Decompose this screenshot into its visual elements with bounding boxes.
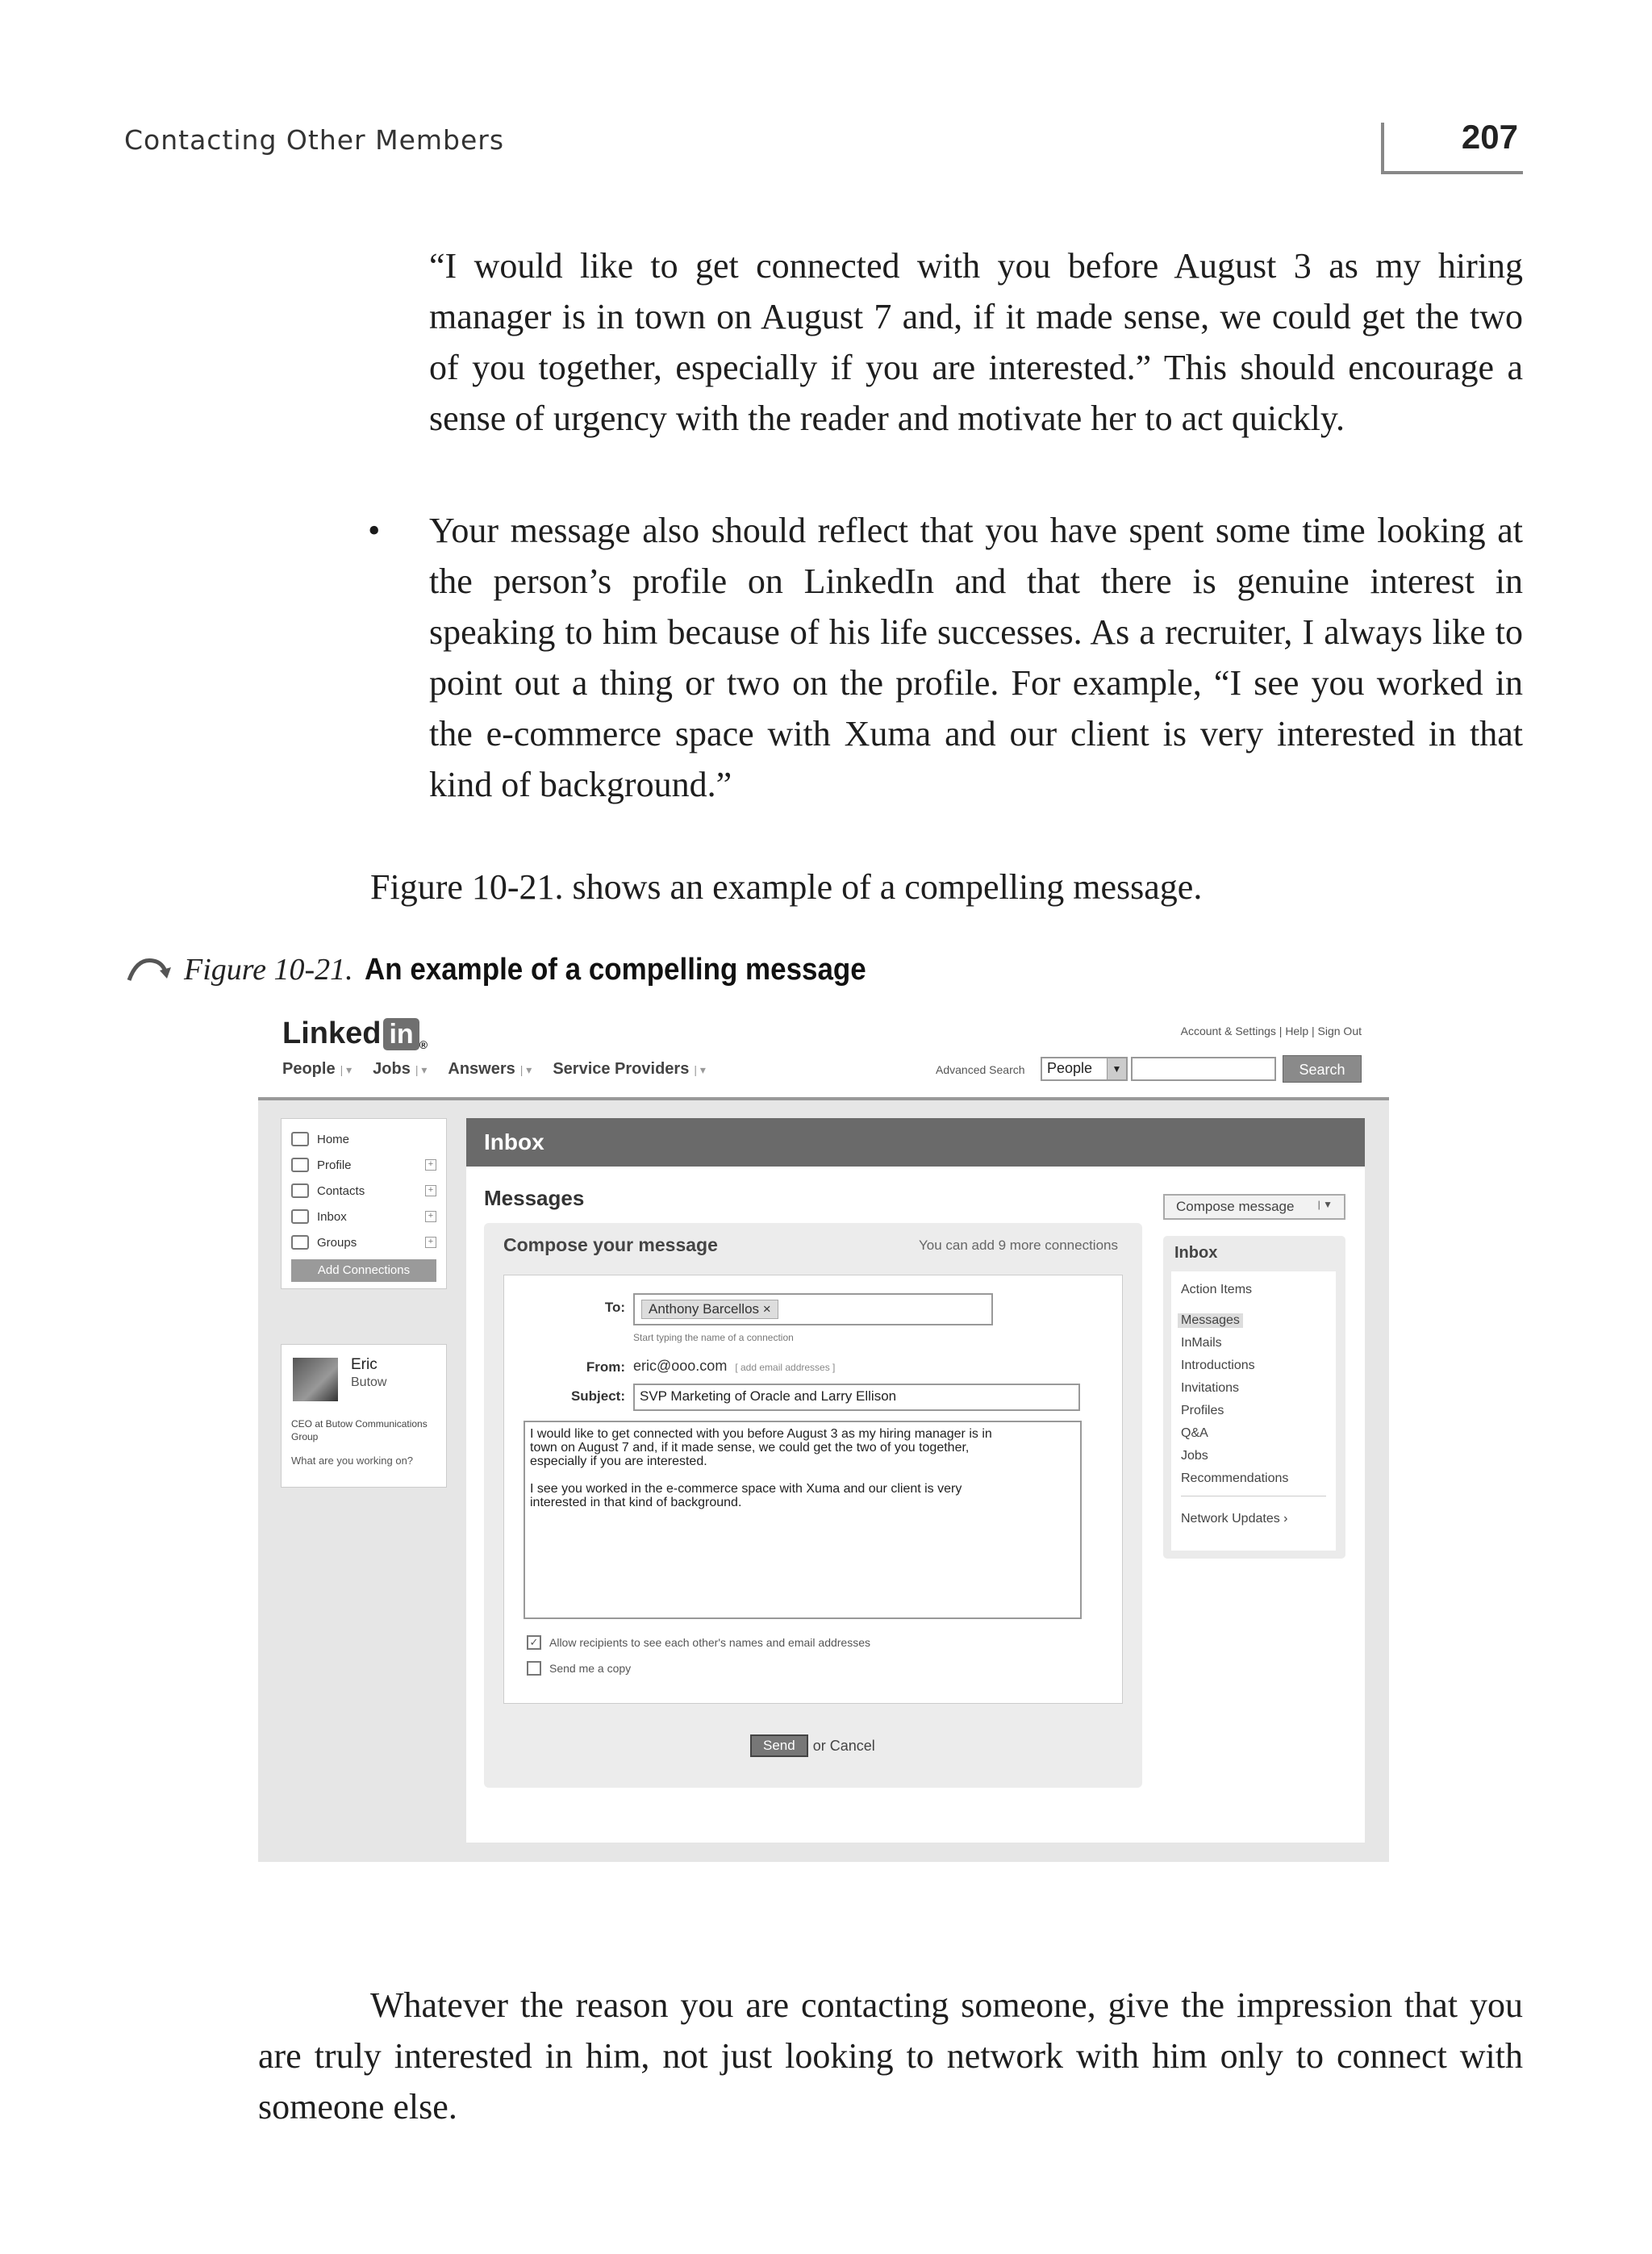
left-nav-inbox[interactable]: Inbox + (291, 1209, 347, 1224)
left-nav-home[interactable]: Home (291, 1132, 349, 1146)
folders-title: Inbox (1174, 1244, 1218, 1262)
paragraph-figure-ref: Figure 10-21. shows an example of a compelling message. (370, 867, 1203, 907)
figure-title: An example of a compelling message (364, 953, 866, 987)
advanced-search-link[interactable]: Advanced Search (936, 1063, 1025, 1076)
search-input[interactable] (1131, 1057, 1276, 1081)
send-row (750, 1734, 875, 1757)
nav-jobs[interactable]: Jobs | ▾ (373, 1060, 428, 1078)
expand-icon[interactable]: + (425, 1237, 436, 1248)
compose-title: Compose your message (503, 1234, 718, 1255)
to-field[interactable] (633, 1293, 993, 1325)
figure-caption (124, 952, 909, 987)
folder-qa[interactable]: Q&A (1181, 1426, 1208, 1440)
subject-field[interactable]: SVP Marketing of Oracle and Larry Ellison (633, 1384, 1080, 1411)
add-email-link[interactable]: [ add email addresses ] (735, 1362, 836, 1373)
profile-last-name[interactable]: Butow (351, 1375, 387, 1389)
message-body-field[interactable]: I would like to get connected with you before August 3 as my hiring manager is in town on August 7 and, if it made sense, we could get the two of you together, especially if you are interested. I see you worked in the e-commerce space with Xuma and our client is very interested in that kind of background. (524, 1421, 1082, 1619)
linkedin-screenshot (258, 1004, 1389, 1862)
paragraph-quote: “I would like to get connected with you before August 3 as my hiring manager is in town on August 7 and, if it made sense, we could get the two of you together, especially if you are interested.” This should encourage a sense of urgency with the reader and motivate her to act quickly. (429, 246, 1523, 438)
checkbox-icon[interactable] (527, 1661, 541, 1676)
envelope-icon (291, 1209, 309, 1224)
inbox-folders-panel (1163, 1236, 1345, 1559)
main-nav (282, 1060, 706, 1079)
running-head: Contacting Other Members (124, 124, 505, 156)
expand-icon[interactable]: + (425, 1211, 436, 1222)
profile-card (281, 1344, 447, 1488)
avatar[interactable] (293, 1358, 338, 1401)
remove-icon[interactable]: × (762, 1301, 771, 1317)
add-connections-button[interactable]: Add Connections (291, 1259, 436, 1282)
page-number: 207 (1461, 118, 1518, 156)
left-nav-profile[interactable]: Profile + (291, 1158, 352, 1172)
left-nav-card (281, 1118, 447, 1289)
folder-recommendations[interactable]: Recommendations (1181, 1471, 1289, 1485)
subject-label: Subject: (570, 1388, 625, 1404)
search-button[interactable]: Search (1283, 1055, 1362, 1083)
allow-recipients-checkbox[interactable]: ✓ Allow recipients to see each other's names and email addresses (527, 1635, 870, 1650)
recipient-chip[interactable]: Anthony Barcellos × (641, 1300, 778, 1319)
cancel-link[interactable]: or Cancel (812, 1737, 875, 1754)
folder-jobs[interactable]: Jobs (1181, 1449, 1208, 1463)
nav-service-providers[interactable]: Service Providers | ▾ (553, 1060, 706, 1078)
expand-icon[interactable]: + (425, 1185, 436, 1196)
linkedin-logo: Linked in ® (282, 1016, 428, 1051)
chevron-down-icon: | ▼ (1317, 1199, 1333, 1210)
folder-messages[interactable]: Messages (1178, 1313, 1243, 1328)
nav-people[interactable]: People | ▾ (282, 1060, 353, 1078)
contacts-icon (291, 1183, 309, 1198)
main-content (466, 1118, 1365, 1843)
from-label: From: (586, 1359, 625, 1375)
page-number-box (1381, 118, 1523, 174)
curved-arrow-icon (124, 953, 173, 987)
account-links[interactable]: Account & Settings | Help | Sign Out (1180, 1025, 1362, 1037)
chevron-down-icon: ▼ (1107, 1058, 1126, 1079)
left-nav-contacts[interactable]: Contacts + (291, 1183, 365, 1198)
search-scope-select[interactable]: People ▼ (1041, 1057, 1128, 1081)
nav-answers[interactable]: Answers | ▾ (448, 1060, 532, 1078)
paragraph-bullet: Your message also should reflect that you have spent some time looking at the person’s profile on LinkedIn and that there is genuine interest in speaking to him because of his life successes. As a recruiter, I always like to point out a thing or two on the profile. For example, “I see you worked in the e-commerce space with Xuma and our client is very interested in that kind of background.” (429, 511, 1523, 804)
message-form (503, 1275, 1123, 1704)
compose-panel (484, 1223, 1142, 1788)
messages-heading: Messages (484, 1186, 585, 1210)
to-label: To: (604, 1300, 625, 1315)
home-icon (291, 1132, 309, 1146)
send-copy-checkbox[interactable]: Send me a copy (527, 1661, 631, 1676)
profile-first-name[interactable]: Eric (351, 1356, 378, 1373)
folder-introductions[interactable]: Introductions (1181, 1359, 1255, 1372)
to-hint: Start typing the name of a connection (633, 1332, 794, 1343)
folders-list (1171, 1271, 1336, 1551)
status-prompt[interactable]: What are you working on? (291, 1455, 414, 1467)
bullet-icon: • (368, 511, 381, 550)
checkmark-icon[interactable]: ✓ (527, 1635, 541, 1650)
compose-hint: You can add 9 more connections (919, 1238, 1118, 1253)
paragraph-closing: Whatever the reason you are contacting someone, give the impression that you are truly interested in him, not just looking to network with him only to connect with someone else. (258, 1985, 1523, 2127)
profile-role: CEO at Butow Communications Group (291, 1418, 428, 1442)
folder-inmails[interactable]: InMails (1181, 1336, 1222, 1350)
folder-action-items[interactable]: Action Items (1181, 1283, 1253, 1296)
network-updates-link[interactable]: Network Updates › (1181, 1512, 1288, 1526)
from-value: eric@ooo.com [ add email addresses ] (633, 1358, 836, 1374)
folder-profiles[interactable]: Profiles (1181, 1404, 1224, 1417)
send-button[interactable]: Send (750, 1734, 808, 1757)
left-nav-groups[interactable]: Groups + (291, 1235, 357, 1250)
folder-invitations[interactable]: Invitations (1181, 1381, 1240, 1395)
figure-label: Figure 10-21. (184, 953, 353, 987)
expand-icon[interactable]: + (425, 1159, 436, 1171)
inbox-title-bar: Inbox (466, 1118, 1365, 1167)
person-icon (291, 1158, 309, 1172)
compose-message-button[interactable]: Compose message | ▼ (1163, 1194, 1345, 1220)
groups-icon (291, 1235, 309, 1250)
